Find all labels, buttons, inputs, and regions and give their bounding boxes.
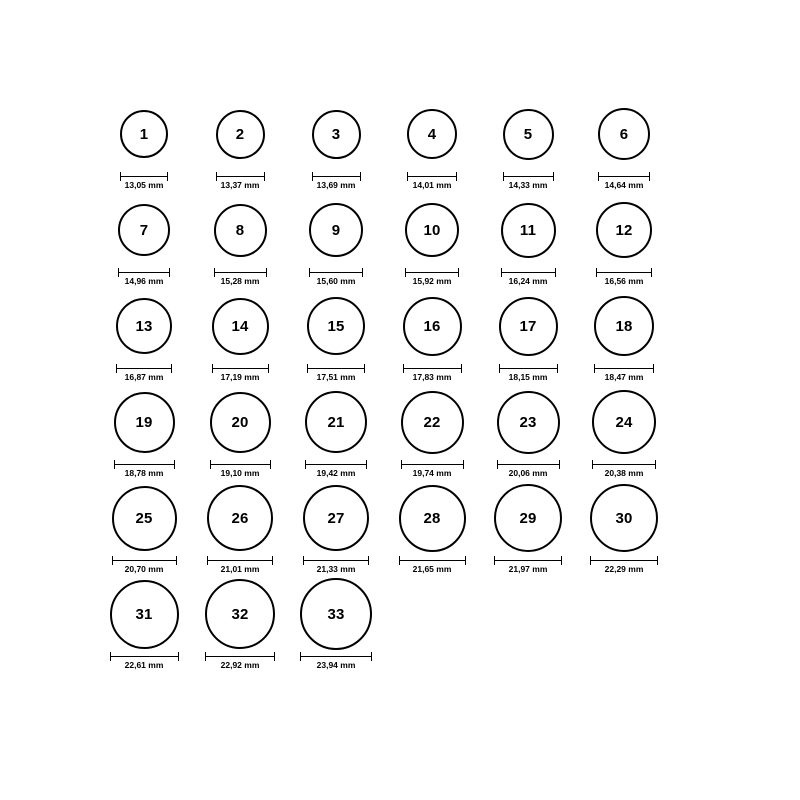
- diameter-label: 14,64 mm: [604, 180, 644, 190]
- ring-size-number: 23: [519, 413, 537, 431]
- diameter-label: 18,47 mm: [604, 372, 644, 382]
- ring-circle-icon: [212, 298, 269, 355]
- ring-size-number: 5: [523, 125, 533, 143]
- ring-outline-wrapper: [407, 96, 457, 172]
- diameter-measure-line: [503, 172, 554, 180]
- ring-size-number: 3: [331, 125, 341, 143]
- ring-outline-wrapper: [499, 288, 558, 364]
- ring-size-cell: [192, 96, 288, 192]
- ring-size-cell: [384, 288, 480, 384]
- measure-bar: [401, 464, 464, 465]
- ring-size-number: 4: [427, 125, 437, 143]
- ring-size-number: 19: [135, 413, 153, 431]
- ring-outline-wrapper: [118, 192, 170, 268]
- ring-outline-wrapper: [312, 96, 361, 172]
- ring-outline-wrapper: [112, 480, 177, 556]
- diameter-label: 16,24 mm: [508, 276, 548, 286]
- measure-bar: [399, 560, 466, 561]
- diameter-label: 20,06 mm: [508, 468, 548, 478]
- ring-circle-icon: [110, 580, 179, 649]
- ring-size-cell: [480, 288, 576, 384]
- ring-size-number: 17: [519, 317, 537, 335]
- measure-bar: [503, 176, 554, 177]
- ring-outline-wrapper: [497, 384, 560, 460]
- ring-outline-wrapper: [116, 288, 172, 364]
- diameter-measure-line: [499, 364, 558, 372]
- ring-size-number: 2: [235, 125, 245, 143]
- ring-size-number: 13: [135, 317, 153, 335]
- ring-size-cell: [384, 480, 480, 576]
- ring-size-cell: [576, 288, 672, 384]
- ring-size-cell: [192, 384, 288, 480]
- ring-circle-icon: [303, 485, 369, 551]
- diameter-label: 21,65 mm: [412, 564, 452, 574]
- diameter-measure-line: [403, 364, 462, 372]
- ring-circle-icon: [501, 203, 556, 258]
- diameter-label: 14,01 mm: [412, 180, 452, 190]
- ring-size-number: 22: [423, 413, 441, 431]
- diameter-measure-line: [110, 652, 179, 660]
- diameter-label: 13,05 mm: [124, 180, 164, 190]
- measure-bar: [497, 464, 560, 465]
- ring-circle-icon: [503, 109, 554, 160]
- ring-size-number: 10: [423, 221, 441, 239]
- diameter-measure-line: [590, 556, 658, 564]
- ring-outline-wrapper: [120, 96, 168, 172]
- ring-circle-icon: [592, 390, 656, 454]
- ring-circle-icon: [118, 204, 170, 256]
- ring-size-number: 33: [327, 605, 345, 623]
- ring-circle-icon: [205, 579, 275, 649]
- ring-size-number: 26: [231, 509, 249, 527]
- ring-circle-icon: [598, 108, 650, 160]
- measure-bar: [205, 656, 275, 657]
- diameter-label: 17,51 mm: [316, 372, 356, 382]
- ring-circle-icon: [300, 578, 372, 650]
- ring-size-cell: [576, 192, 672, 288]
- ring-size-number: 24: [615, 413, 633, 431]
- ring-outline-wrapper: [594, 288, 654, 364]
- ring-circle-icon: [403, 297, 462, 356]
- ring-circle-icon: [407, 109, 457, 159]
- ring-circle-icon: [499, 297, 558, 356]
- ring-size-number: 29: [519, 509, 537, 527]
- diameter-measure-line: [118, 268, 170, 276]
- ring-outline-wrapper: [494, 480, 562, 556]
- ring-circle-icon: [405, 203, 459, 257]
- ring-size-number: 28: [423, 509, 441, 527]
- diameter-measure-line: [501, 268, 556, 276]
- ring-outline-wrapper: [307, 288, 365, 364]
- ring-size-cell: [288, 480, 384, 576]
- diameter-measure-line: [596, 268, 652, 276]
- measure-bar: [214, 272, 267, 273]
- ring-size-cell: [480, 480, 576, 576]
- diameter-measure-line: [399, 556, 466, 564]
- ring-circle-icon: [497, 391, 560, 454]
- ring-size-cell: [288, 288, 384, 384]
- diameter-label: 22,92 mm: [220, 660, 260, 670]
- ring-size-number: 14: [231, 317, 249, 335]
- diameter-label: 14,33 mm: [508, 180, 548, 190]
- ring-size-number: 1: [139, 125, 149, 143]
- diameter-label: 13,37 mm: [220, 180, 260, 190]
- ring-size-cell: [384, 384, 480, 480]
- ring-size-cell: [288, 192, 384, 288]
- ring-outline-wrapper: [592, 384, 656, 460]
- diameter-label: 15,92 mm: [412, 276, 452, 286]
- ring-size-cell: [96, 480, 192, 576]
- ring-circle-icon: [399, 485, 466, 552]
- diameter-measure-line: [401, 460, 464, 468]
- ring-circle-icon: [120, 110, 168, 158]
- ring-size-cell: [96, 96, 192, 192]
- ring-outline-wrapper: [403, 288, 462, 364]
- ring-outline-wrapper: [212, 288, 269, 364]
- ring-size-cell: [96, 192, 192, 288]
- diameter-label: 22,29 mm: [604, 564, 644, 574]
- ring-size-cell: [192, 480, 288, 576]
- ring-size-number: 7: [139, 221, 149, 239]
- diameter-measure-line: [594, 364, 654, 372]
- measure-bar: [212, 368, 269, 369]
- ring-outline-wrapper: [114, 384, 175, 460]
- ring-outline-wrapper: [309, 192, 363, 268]
- ring-size-cell: [192, 288, 288, 384]
- diameter-measure-line: [205, 652, 275, 660]
- diameter-label: 22,61 mm: [124, 660, 164, 670]
- ring-size-cell: [576, 96, 672, 192]
- diameter-label: 15,60 mm: [316, 276, 356, 286]
- diameter-measure-line: [207, 556, 273, 564]
- ring-outline-wrapper: [303, 480, 369, 556]
- diameter-label: 21,97 mm: [508, 564, 548, 574]
- ring-size-number: 31: [135, 605, 153, 623]
- ring-circle-icon: [207, 485, 273, 551]
- measure-bar: [110, 656, 179, 657]
- measure-bar: [307, 368, 365, 369]
- measure-bar: [598, 176, 650, 177]
- ring-size-cell: [480, 192, 576, 288]
- measure-bar: [494, 560, 562, 561]
- ring-size-cell: [192, 576, 288, 672]
- measure-bar: [594, 368, 654, 369]
- ring-outline-wrapper: [596, 192, 652, 268]
- diameter-label: 20,70 mm: [124, 564, 164, 574]
- measure-bar: [312, 176, 361, 177]
- ring-size-cell: [96, 384, 192, 480]
- ring-size-number: 12: [615, 221, 633, 239]
- ring-size-cell: [480, 96, 576, 192]
- diameter-measure-line: [494, 556, 562, 564]
- diameter-measure-line: [598, 172, 650, 180]
- diameter-measure-line: [307, 364, 365, 372]
- ring-size-number: 20: [231, 413, 249, 431]
- ring-outline-wrapper: [503, 96, 554, 172]
- ring-circle-icon: [312, 110, 361, 159]
- ring-size-cell: [576, 384, 672, 480]
- measure-bar: [210, 464, 271, 465]
- diameter-label: 19,42 mm: [316, 468, 356, 478]
- diameter-measure-line: [116, 364, 172, 372]
- diameter-label: 18,15 mm: [508, 372, 548, 382]
- diameter-measure-line: [300, 652, 372, 660]
- ring-size-number: 9: [331, 221, 341, 239]
- measure-bar: [116, 368, 172, 369]
- measure-bar: [309, 272, 363, 273]
- diameter-label: 17,19 mm: [220, 372, 260, 382]
- diameter-label: 19,74 mm: [412, 468, 452, 478]
- ring-size-cell: [96, 576, 192, 672]
- ring-size-number: 32: [231, 605, 249, 623]
- ring-size-cell: [480, 384, 576, 480]
- diameter-measure-line: [112, 556, 177, 564]
- ring-circle-icon: [216, 110, 265, 159]
- ring-circle-icon: [214, 204, 267, 257]
- measure-bar: [118, 272, 170, 273]
- diameter-measure-line: [309, 268, 363, 276]
- ring-circle-icon: [590, 484, 658, 552]
- ring-outline-wrapper: [590, 480, 658, 556]
- measure-bar: [207, 560, 273, 561]
- diameter-label: 16,87 mm: [124, 372, 164, 382]
- diameter-label: 21,01 mm: [220, 564, 260, 574]
- measure-bar: [590, 560, 658, 561]
- measure-bar: [405, 272, 459, 273]
- ring-outline-wrapper: [300, 576, 372, 652]
- ring-circle-icon: [116, 298, 172, 354]
- ring-circle-icon: [494, 484, 562, 552]
- diameter-label: 15,28 mm: [220, 276, 260, 286]
- measure-bar: [305, 464, 367, 465]
- ring-circle-icon: [112, 486, 177, 551]
- measure-bar: [501, 272, 556, 273]
- ring-circle-icon: [307, 297, 365, 355]
- diameter-label: 14,96 mm: [124, 276, 164, 286]
- diameter-measure-line: [497, 460, 560, 468]
- measure-bar: [114, 464, 175, 465]
- measure-bar: [216, 176, 265, 177]
- diameter-label: 20,38 mm: [604, 468, 644, 478]
- ring-outline-wrapper: [501, 192, 556, 268]
- ring-size-number: 8: [235, 221, 245, 239]
- diameter-measure-line: [303, 556, 369, 564]
- measure-bar: [112, 560, 177, 561]
- measure-bar: [499, 368, 558, 369]
- diameter-label: 18,78 mm: [124, 468, 164, 478]
- ring-outline-wrapper: [399, 480, 466, 556]
- ring-size-number: 16: [423, 317, 441, 335]
- diameter-label: 13,69 mm: [316, 180, 356, 190]
- diameter-measure-line: [214, 268, 267, 276]
- diameter-measure-line: [305, 460, 367, 468]
- measure-bar: [596, 272, 652, 273]
- ring-circle-icon: [305, 391, 367, 453]
- diameter-measure-line: [120, 172, 168, 180]
- diameter-measure-line: [312, 172, 361, 180]
- measure-bar: [592, 464, 656, 465]
- ring-outline-wrapper: [110, 576, 179, 652]
- ring-size-number: 11: [519, 221, 537, 239]
- diameter-label: 23,94 mm: [316, 660, 356, 670]
- ring-size-number: 6: [619, 125, 629, 143]
- diameter-measure-line: [212, 364, 269, 372]
- ring-size-number: 15: [327, 317, 345, 335]
- measure-bar: [120, 176, 168, 177]
- diameter-measure-line: [216, 172, 265, 180]
- measure-bar: [403, 368, 462, 369]
- ring-size-cell: [576, 480, 672, 576]
- measure-bar: [300, 656, 372, 657]
- diameter-measure-line: [210, 460, 271, 468]
- diameter-label: 17,83 mm: [412, 372, 452, 382]
- ring-size-number: 27: [327, 509, 345, 527]
- ring-size-cell: [288, 384, 384, 480]
- ring-outline-wrapper: [216, 96, 265, 172]
- ring-outline-wrapper: [207, 480, 273, 556]
- ring-outline-wrapper: [305, 384, 367, 460]
- ring-size-cell: [384, 96, 480, 192]
- diameter-label: 19,10 mm: [220, 468, 260, 478]
- ring-size-grid: [96, 96, 704, 672]
- ring-outline-wrapper: [205, 576, 275, 652]
- ring-outline-wrapper: [210, 384, 271, 460]
- ring-circle-icon: [114, 392, 175, 453]
- ring-circle-icon: [401, 391, 464, 454]
- diameter-measure-line: [114, 460, 175, 468]
- diameter-measure-line: [405, 268, 459, 276]
- ring-size-cell: [384, 192, 480, 288]
- ring-circle-icon: [596, 202, 652, 258]
- ring-size-cell: [192, 192, 288, 288]
- measure-bar: [303, 560, 369, 561]
- ring-size-number: 30: [615, 509, 633, 527]
- diameter-measure-line: [407, 172, 457, 180]
- ring-circle-icon: [594, 296, 654, 356]
- diameter-label: 16,56 mm: [604, 276, 644, 286]
- measure-bar: [407, 176, 457, 177]
- ring-circle-icon: [210, 392, 271, 453]
- ring-size-number: 25: [135, 509, 153, 527]
- ring-size-cell: [288, 96, 384, 192]
- diameter-measure-line: [592, 460, 656, 468]
- ring-outline-wrapper: [214, 192, 267, 268]
- diameter-label: 21,33 mm: [316, 564, 356, 574]
- ring-circle-icon: [309, 203, 363, 257]
- ring-size-cell: [288, 576, 384, 672]
- ring-outline-wrapper: [598, 96, 650, 172]
- ring-outline-wrapper: [405, 192, 459, 268]
- ring-outline-wrapper: [401, 384, 464, 460]
- ring-size-number: 21: [327, 413, 345, 431]
- ring-size-cell: [96, 288, 192, 384]
- ring-size-number: 18: [615, 317, 633, 335]
